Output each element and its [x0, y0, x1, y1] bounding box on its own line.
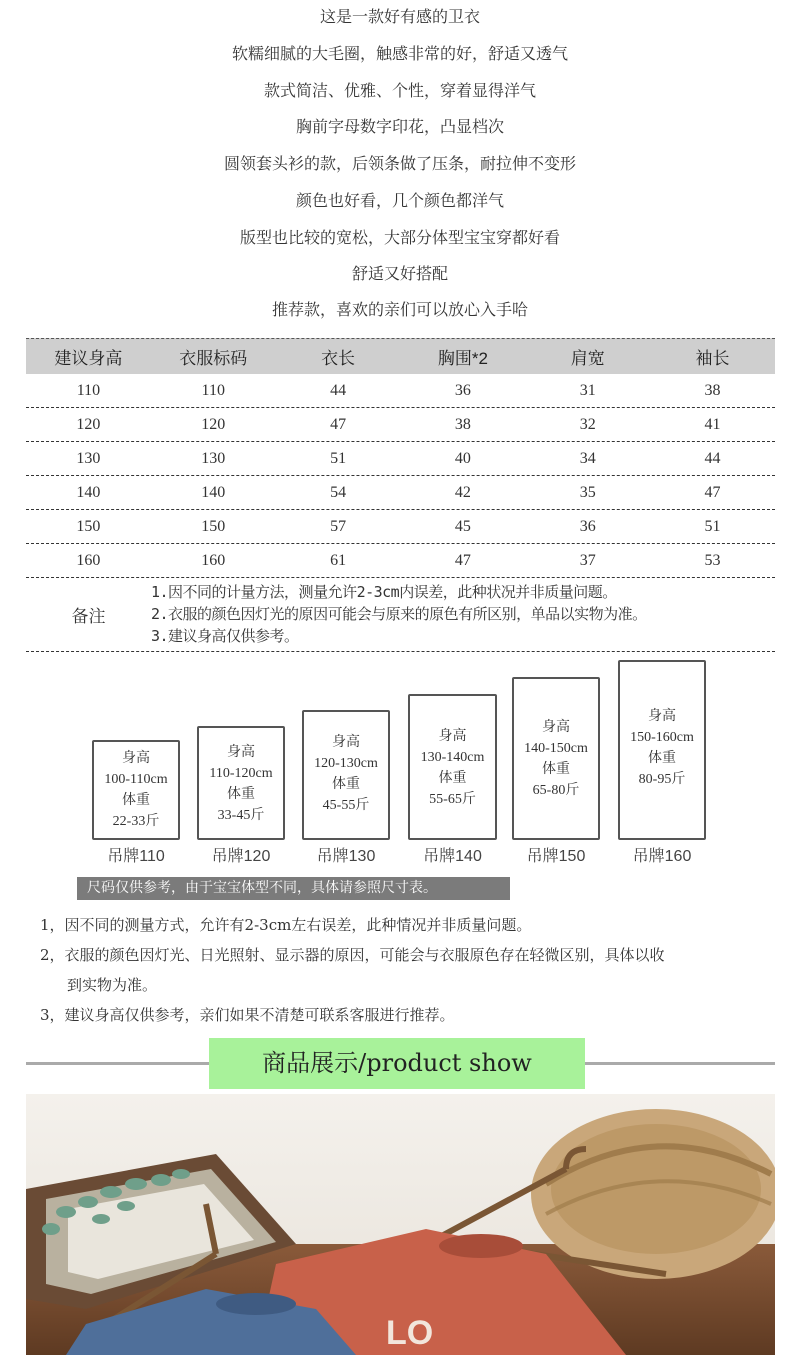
notes-list: [151, 578, 775, 651]
table-header-cell: 胸围*2: [437, 349, 488, 368]
table-cell: 130: [201, 449, 226, 467]
intro-line: 款式简洁、优雅、个性，穿着显得洋气: [263, 81, 536, 100]
table-cell: 120: [76, 415, 101, 433]
table-cell: 38: [704, 381, 721, 399]
tag-weight-label: 体重: [438, 771, 467, 786]
tag-weight-label: 体重: [542, 762, 570, 777]
tag-height-range: 130-140cm: [420, 750, 485, 765]
table-header-cell: 衣服标码: [179, 349, 248, 368]
tag-height-range: 120-130cm: [314, 756, 378, 771]
tag-weight-range: 65-80斤: [532, 783, 580, 798]
table-cell: 140: [76, 483, 101, 501]
table-cell: 47: [454, 551, 471, 569]
intro-line: 舒适又好搭配: [351, 264, 448, 283]
table-cell: 31: [579, 381, 596, 399]
table-cell: 53: [704, 551, 721, 569]
tag-weight-label: 体重: [122, 793, 150, 808]
hang-tag: [92, 740, 180, 840]
footnote-item: 3，建议身高仅供参考，亲们如果不清楚可联系客服进行推荐。: [40, 1006, 455, 1024]
table-cell: 54: [330, 483, 347, 501]
table-header-cell: 建议身高: [54, 349, 123, 368]
table-row: [26, 476, 775, 510]
note-item: 2.衣服的颜色因灯光的原因可能会与原来的原色有所区别，单品以实物为准。: [151, 605, 647, 623]
tag-caption: 吊牌140: [423, 848, 482, 865]
tag-height-label: 身高: [122, 751, 150, 766]
table-cell: 140: [201, 483, 226, 501]
table-cell: 36: [454, 381, 471, 399]
tag-caption: 吊牌110: [107, 848, 165, 865]
intro-line: 推荐款，喜欢的亲们可以放心入手哈: [271, 300, 528, 319]
table-cell: 160: [201, 551, 226, 569]
table-header-cell: 袖长: [695, 349, 730, 368]
size-table: [26, 338, 775, 652]
tag-weight-range: 22-33斤: [112, 814, 160, 829]
note-item: 1.因不同的计量方法，测量允许2-3cm内误差，此种状况并非质量问题。: [151, 583, 617, 601]
table-cell: 45: [454, 517, 471, 535]
tag-height-range: 140-150cm: [524, 741, 588, 756]
tag-caption: 吊牌160: [632, 848, 692, 865]
intro-line: 软糯细腻的大毛圈，触感非常的好，舒适又透气: [231, 44, 568, 63]
product-photo: [26, 1094, 775, 1355]
table-cell: 38: [454, 415, 471, 433]
table-cell: 110: [201, 381, 225, 399]
notes-label: 备注: [71, 607, 106, 627]
table-cell: 47: [330, 415, 347, 433]
footnote-item: 2，衣服的颜色因灯光、日光照射、显示器的原因，可能会与衣服原色存在轻微区别，具体以收: [40, 946, 665, 964]
tag-weight-label: 体重: [648, 751, 676, 766]
footnote-item: 1，因不同的测量方式，允许有2-3cm左右误差，此种情况并非质量问题。: [40, 916, 532, 934]
table-cell: 34: [579, 449, 596, 467]
table-cell: 47: [704, 483, 721, 501]
table-cell: 57: [330, 517, 347, 535]
tag-caption: 吊牌130: [316, 848, 376, 865]
table-cell: 120: [201, 415, 226, 433]
product-photo-illustration: [26, 1094, 775, 1355]
hang-tag: [618, 660, 706, 840]
tag-weight-range: 33-45斤: [217, 808, 265, 823]
tag-weight-label: 体重: [332, 777, 360, 792]
tag-height-label: 身高: [648, 709, 676, 724]
table-cell: 44: [330, 381, 347, 399]
table-row: [26, 442, 775, 476]
tag-height-label: 身高: [542, 720, 570, 735]
table-notes-row: [26, 578, 775, 652]
intro-line: 胸前字母数字印花，凸显档次: [295, 117, 504, 136]
table-cell: 51: [330, 449, 347, 467]
table-cell: 37: [579, 551, 596, 569]
hang-tag: [512, 677, 600, 840]
tag-height-range: 100-110cm: [104, 772, 168, 787]
tag-caption: 吊牌150: [526, 848, 586, 865]
table-cell: 42: [454, 483, 471, 501]
table-cell: 32: [579, 415, 596, 433]
table-cell: 110: [76, 381, 101, 399]
tag-height-label: 身高: [438, 729, 467, 744]
tag-height-range: 110-120cm: [209, 766, 273, 781]
tag-height-range: 150-160cm: [630, 730, 694, 745]
table-cell: 41: [704, 415, 721, 433]
tag-weight-range: 45-55斤: [322, 798, 370, 813]
note-item: 3.建议身高仅供参考。: [151, 627, 299, 645]
table-cell: 130: [76, 449, 101, 467]
table-cell: 51: [704, 517, 721, 535]
footnotes: [40, 910, 780, 1030]
table-header-row: [26, 338, 775, 374]
table-cell: 61: [330, 551, 347, 569]
disclaimer-bar: 尺码仅供参考，由于宝宝体型不同，具体请参照尺寸表。: [77, 877, 510, 900]
table-cell: 35: [579, 483, 596, 501]
table-row: [26, 510, 775, 544]
table-row: [26, 408, 775, 442]
hang-tag: [302, 710, 390, 840]
table-cell: 36: [579, 517, 596, 535]
tag-height-label: 身高: [227, 745, 255, 760]
table-cell: 160: [76, 551, 101, 569]
hang-tag: [197, 726, 285, 840]
table-cell: 150: [201, 517, 226, 535]
table-cell: 40: [454, 449, 471, 467]
tag-weight-range: 55-65斤: [429, 792, 476, 807]
intro-line: 颜色也好看，几个颜色都洋气: [295, 191, 504, 210]
table-header-cell: 衣长: [321, 349, 356, 368]
table-row: [26, 374, 775, 408]
tag-height-label: 身高: [332, 735, 360, 750]
woven-basket-icon: [531, 1109, 775, 1279]
sweatshirt-print: LO: [386, 1314, 434, 1352]
table-cell: 150: [76, 517, 101, 535]
intro-line: 版型也比较的宽松，大部分体型宝宝穿都好看: [239, 228, 560, 247]
table-header-cell: 肩宽: [570, 349, 605, 368]
footnote-item: 到实物为准。: [67, 976, 158, 994]
table-cell: 44: [704, 449, 721, 467]
tag-caption: 吊牌120: [211, 848, 271, 865]
intro-line: 这是一款好有感的卫衣: [319, 7, 480, 26]
hang-tag: [408, 694, 497, 840]
intro-line: 圆领套头衫的款，后领条做了压条，耐拉伸不变形: [223, 154, 576, 173]
section-banner: 商品展示/product show: [209, 1038, 585, 1089]
tag-weight-label: 体重: [227, 787, 255, 802]
tag-weight-range: 80-95斤: [638, 772, 686, 787]
table-row: [26, 544, 775, 578]
